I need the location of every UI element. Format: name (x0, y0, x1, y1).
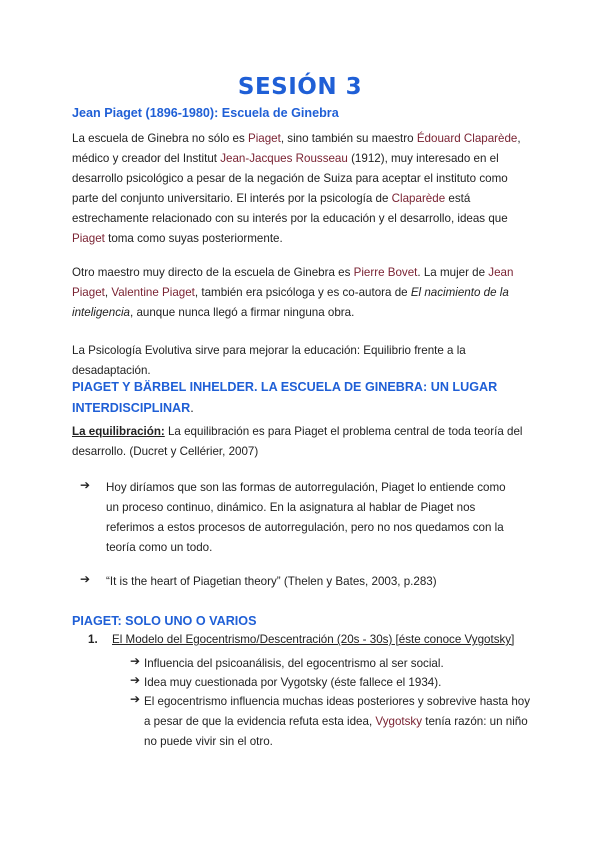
section-heading-solo-uno: PIAGET: SOLO UNO O VARIOS (72, 614, 257, 628)
text: La escuela de Ginebra no sólo es (72, 132, 248, 145)
arrow-icon: ➔ (130, 654, 141, 668)
bullet-text: “It is the heart of Piagetian theory” (Thelen y Bates, 2003, p.283) (106, 575, 437, 588)
name-bovet: Pierre Bovet (353, 266, 418, 279)
text: , médico y creador del Institut (72, 132, 521, 165)
text: está estrechamente relacionado con su interés por la educación y el desarrollo, ideas que (72, 192, 508, 225)
definition-text: La equilibración es para Piaget el problema central de toda teoría del desarrollo. (Ducret y Cellérier, 2007) (72, 425, 523, 458)
book-title: El nacimiento de la inteligencia (72, 286, 509, 319)
name-jean-piaget: Jean Piaget (72, 266, 514, 299)
text: , sino también su maestro (280, 132, 417, 145)
text: , (104, 286, 112, 299)
text: El egocentrismo influencia muchas ideas posteriores y sobrevive hasta hoy a pesar de que la evidencia refuta esta idea, (144, 695, 531, 728)
text: toma como suyas posteriormente. (104, 232, 283, 245)
sub-bullet-text: Idea muy cuestionada por Vygotsky (éste fallece el 1934). (144, 676, 442, 689)
name-piaget-2: Piaget (72, 232, 105, 245)
page-title: SESIÓN 3 (237, 74, 363, 100)
name-claparede-2: Claparède (391, 192, 446, 205)
text: tenía razón: un niño no puede vivir sin el otro. (144, 715, 528, 748)
text: Otro maestro muy directo de la escuela de Ginebra es (72, 266, 354, 279)
text: (1912), muy interesado en el desarrollo psicológico a pesar de la negación de Suiza para aceptar el instituto como parte del conjunto universitario. El interés por la psicología de (72, 152, 508, 205)
bullet-text: Hoy diríamos que son las formas de autorregulación, Piaget lo entiende como un proceso continuo, dinámico. En la asignatura al hablar de Piaget nos referimos a estos procesos de autorregulación, pero no nos quedamos con la teoría como un todo. (106, 481, 506, 554)
paragraph-intro (72, 129, 534, 249)
text: . La mujer de (417, 266, 489, 279)
name-rousseau: Jean-Jacques Rousseau (220, 152, 348, 165)
sub-bullet-text: Influencia del psicoanálisis, del egocentrismo al ser social. (144, 657, 444, 670)
name-piaget: Piaget (247, 132, 281, 145)
paragraph-evolutiva: La Psicología Evolutiva sirve para mejorar la educación: Equilibrio frente a la desadaptación. (72, 344, 466, 377)
paragraph-bovet (72, 263, 534, 323)
list-item-egocentrismo: El Modelo del Egocentrismo/Descentración (20s - 30s) [éste conoce Vygotsky] (112, 633, 515, 646)
arrow-icon: ➔ (130, 692, 141, 706)
arrow-icon: ➔ (130, 673, 141, 687)
text: , aunque nunca llegó a firmar ninguna obra. (130, 306, 355, 319)
sub-bullet-text (144, 692, 532, 752)
text: , también era psicóloga y es co-autora de (194, 286, 411, 299)
subtitle-heading: Jean Piaget (1896-1980): Escuela de Ginebra (72, 106, 339, 120)
definition-equilibracion (72, 422, 534, 462)
heading-period: . (190, 401, 194, 415)
section-heading-inhelder (72, 377, 532, 419)
definition-term: La equilibración: (72, 425, 165, 438)
arrow-icon: ➔ (80, 478, 91, 492)
list-number: 1. (88, 633, 98, 646)
name-claparede: Édouard Claparède (416, 132, 518, 145)
arrow-icon: ➔ (80, 572, 91, 586)
heading-text: PIAGET Y BÄRBEL INHELDER. LA ESCUELA DE GINEBRA: UN LUGAR INTERDISCIPLINAR (72, 380, 498, 415)
name-valentine-piaget: Valentine Piaget (111, 286, 195, 299)
name-vygotsky: Vygotsky (375, 715, 422, 728)
